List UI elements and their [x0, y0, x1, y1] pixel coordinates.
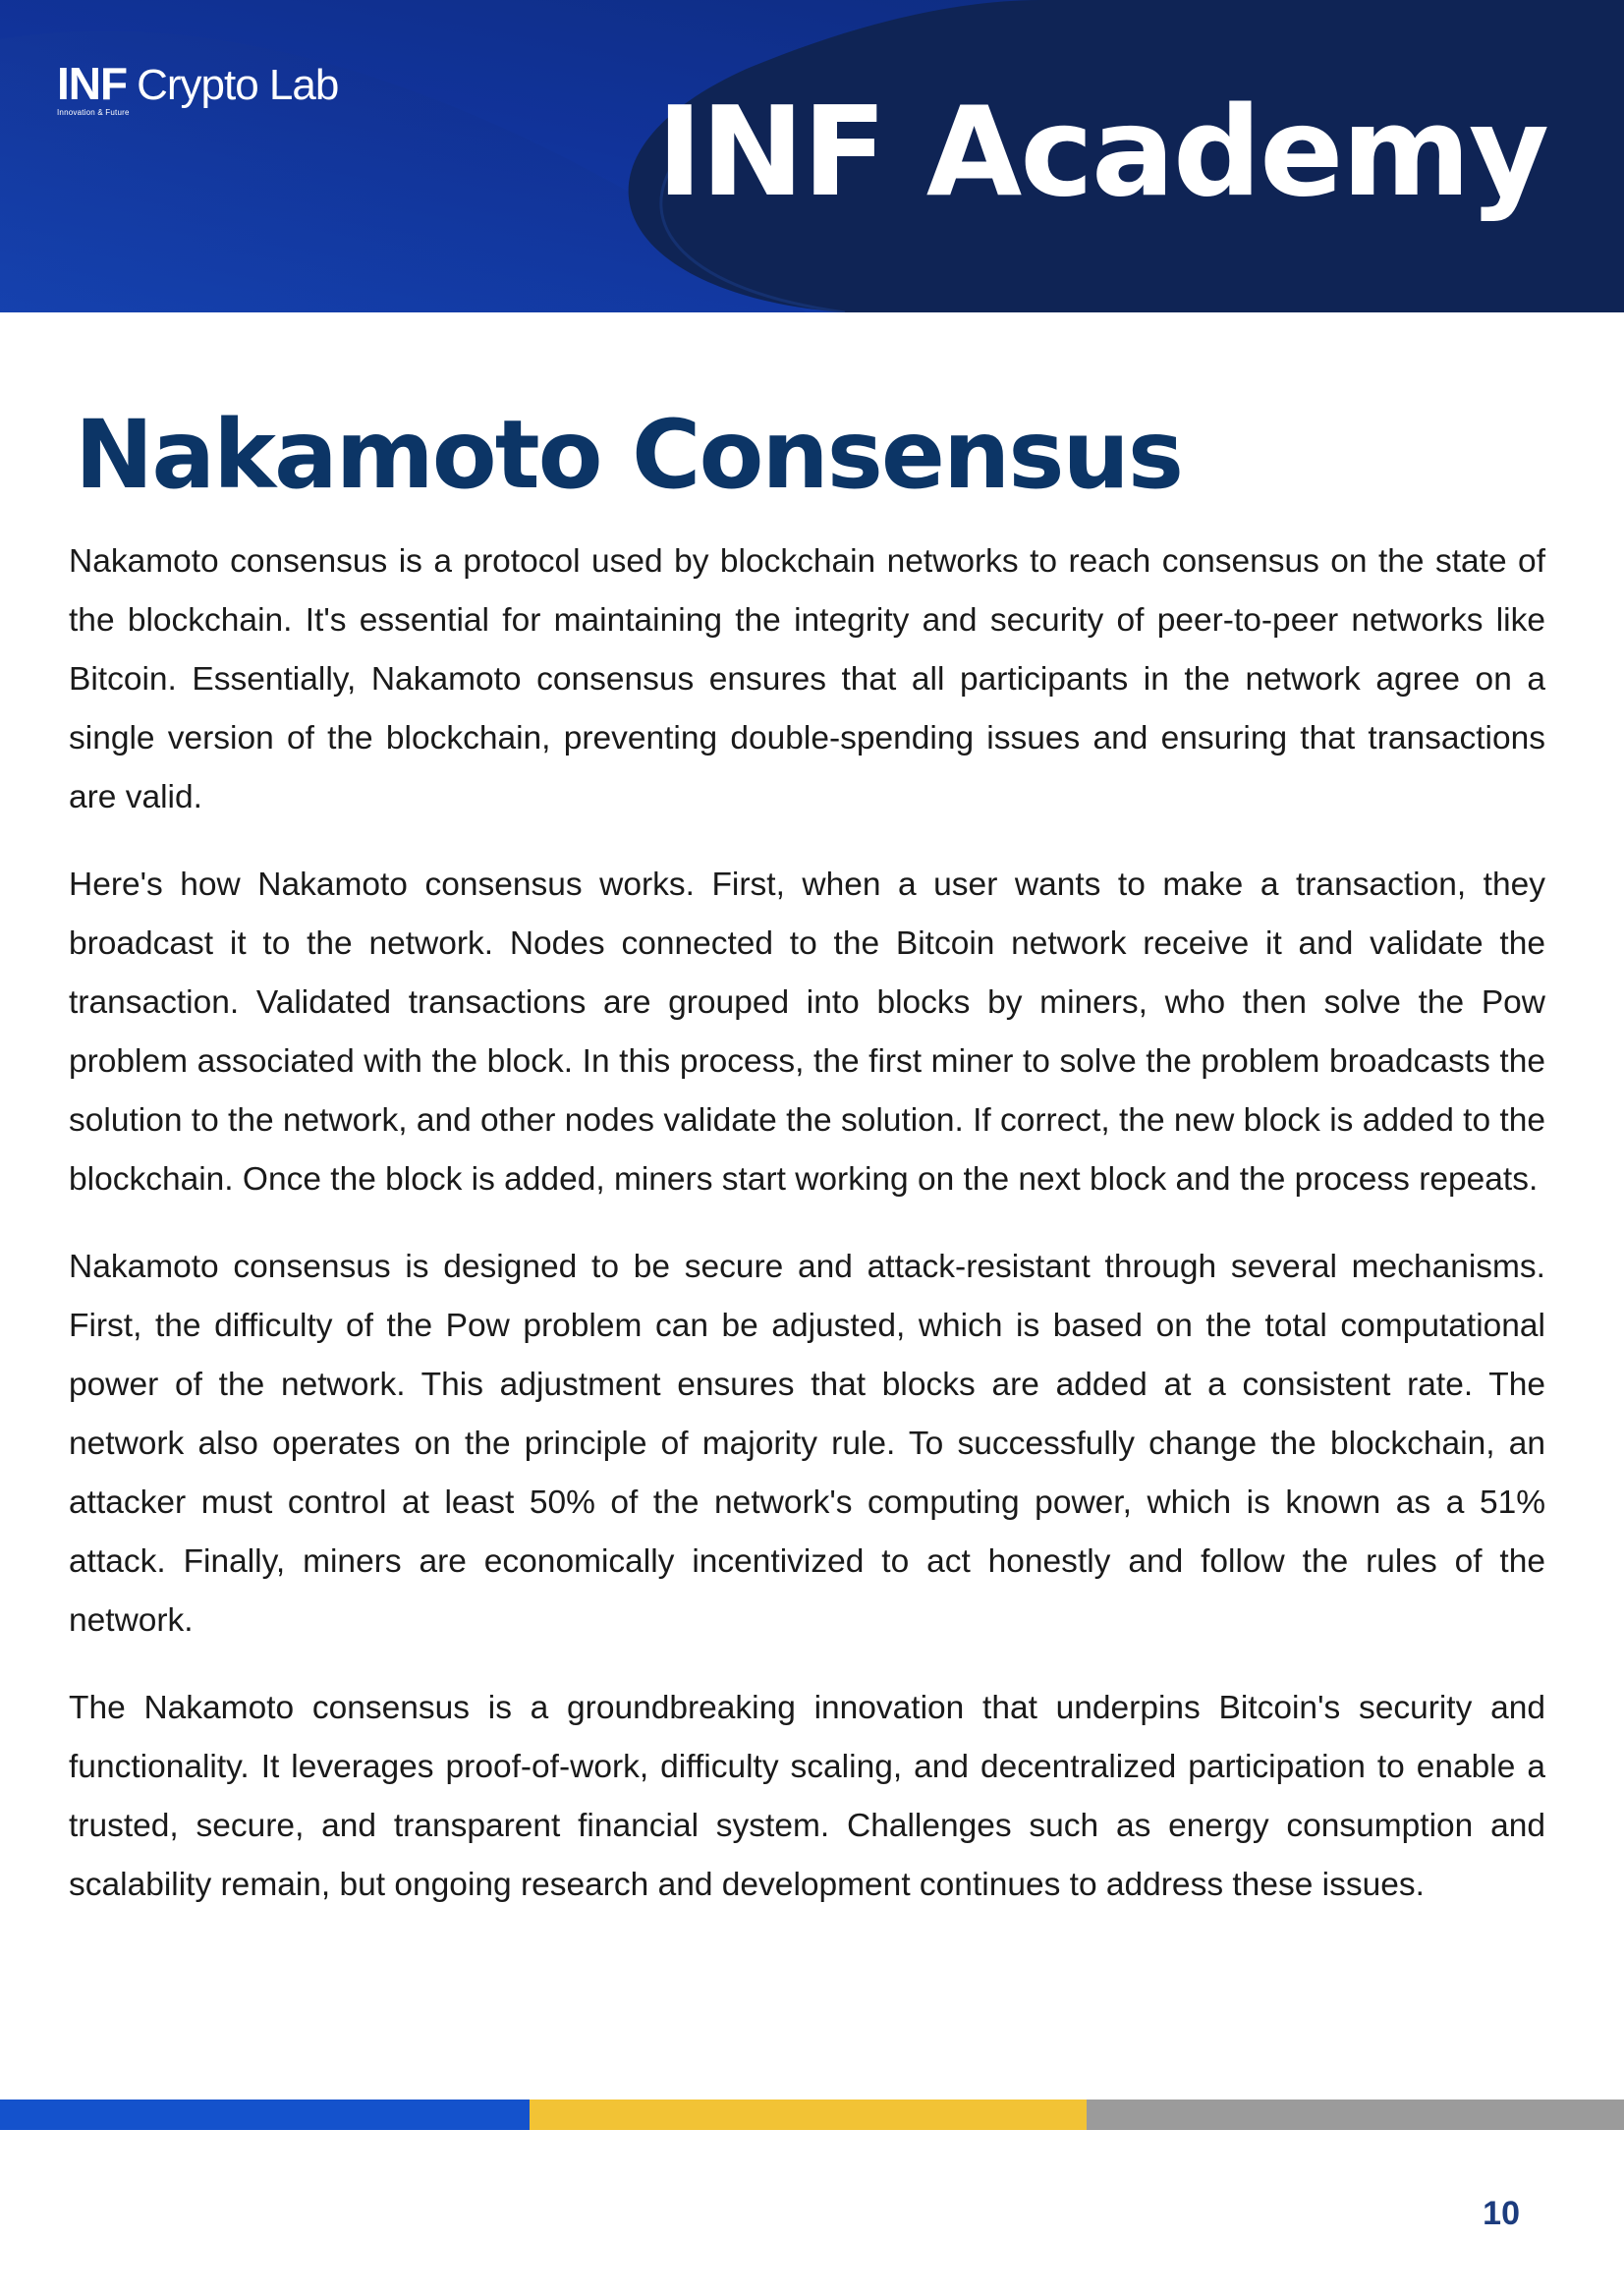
footer-color-bar: [0, 2100, 1624, 2130]
footer-bar-yellow: [530, 2100, 1087, 2130]
page-title: Nakamoto Consensus: [75, 400, 1182, 510]
paragraph: Nakamoto consensus is designed to be secure and attack-resistant through several mechanisms. First, the difficulty of the Pow problem can be adjusted, which is based on the total computational power of the network. This adjustment ensures that blocks are added at a consistent rate. The network also operates on the principle of majority rule. To successfully change the blockchain, an attacker must control at least 50% of the network's computing power, which is known as a 51% attack. Finally, miners are economically incentivized to act honestly and follow the rules of the network.: [69, 1249, 1545, 1639]
paragraph: Here's how Nakamoto consensus works. First, when a user wants to make a transaction, they broadcast it to the network. Nodes connected to the Bitcoin network receive it and validate the transaction. Validated transactions are grouped into blocks by miners, who then solve the Pow problem associated with the block. In this process, the first miner to solve the problem broadcasts the solution to the network, and other nodes validate the solution. If correct, the new block is added to the blockchain. Once the block is added, miners start working on the next block and the process repeats.: [69, 867, 1545, 1198]
article-body: [69, 532, 1545, 1943]
logo-name: Crypto Lab: [137, 61, 339, 109]
academy-title: INF Academy: [656, 80, 1547, 224]
logo-mark: INF: [57, 58, 128, 109]
page-header: [0, 0, 1624, 312]
footer-bar-gray: [1087, 2100, 1624, 2130]
paragraph: Nakamoto consensus is a protocol used by blockchain networks to reach consensus on the state of the blockchain. It's essential for maintaining the integrity and security of peer-to-peer networks like Bitcoin. Essentially, Nakamoto consensus ensures that all participants in the network agree on a single version of the blockchain, preventing double-spending issues and ensuring that transactions are valid.: [69, 543, 1545, 815]
page-number: 10: [1483, 2195, 1520, 2232]
inf-crypto-lab-logo: [57, 58, 339, 117]
footer-bar-blue: [0, 2100, 530, 2130]
logo-tagline: Innovation & Future: [57, 108, 130, 117]
paragraph: The Nakamoto consensus is a groundbreaking innovation that underpins Bitcoin's security and functionality. It leverages proof-of-work, difficulty scaling, and decentralized participation to enable a trusted, secure, and transparent financial system. Challenges such as energy consumption and scalability remain, but ongoing research and development continues to address these issues.: [69, 1690, 1545, 1903]
